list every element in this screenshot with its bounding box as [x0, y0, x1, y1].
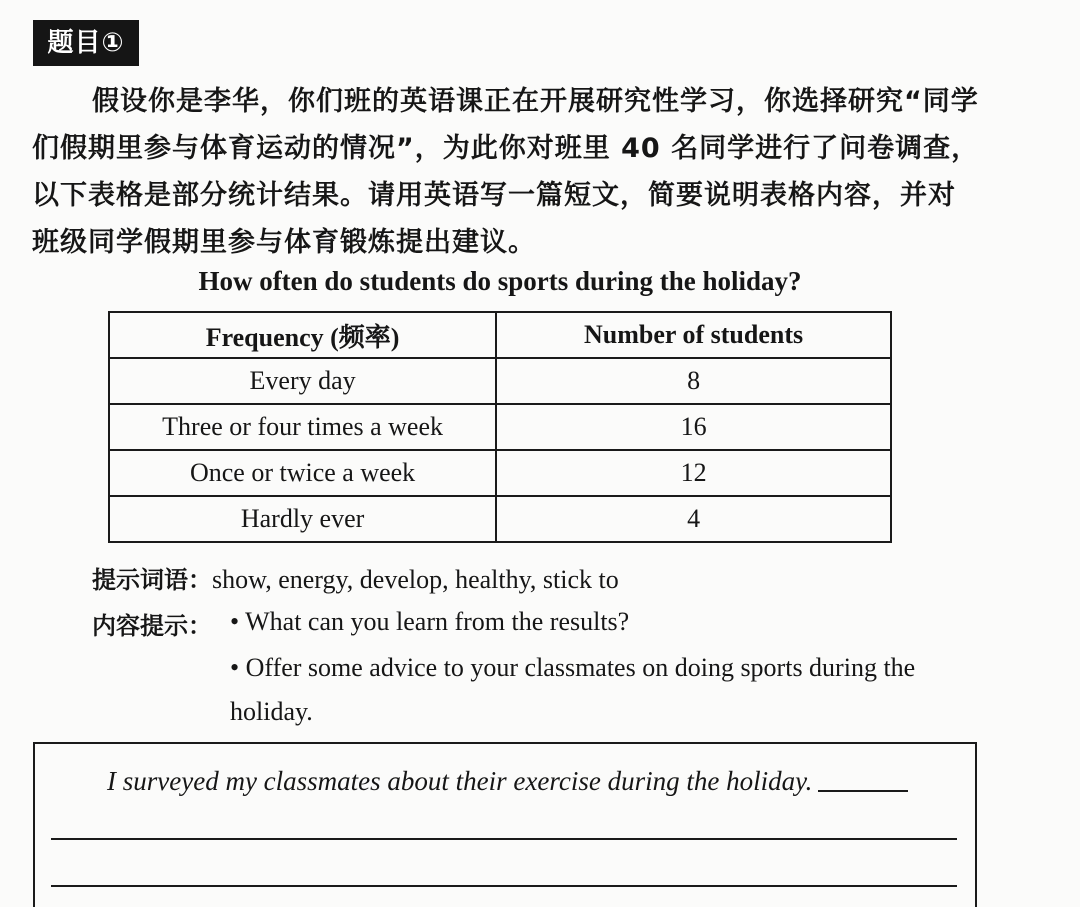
table-title: How often do students do sports during the holiday? — [198, 266, 802, 296]
content-hint-label: 内容提示： — [92, 612, 212, 640]
cell-count: 12 — [496, 450, 891, 496]
cell-frequency: Every day — [109, 358, 496, 404]
hint-words-label: 提示词语： — [92, 566, 212, 594]
hint-words: show, energy, develop, healthy, stick to — [212, 565, 619, 594]
table-header-row — [109, 312, 891, 358]
hint-words-row — [92, 560, 619, 595]
cell-count: 16 — [496, 404, 891, 450]
cell-count: 8 — [496, 358, 891, 404]
header-number-of-students: Number of students — [496, 312, 891, 358]
answer-line[interactable] — [51, 885, 957, 887]
table-row — [109, 496, 891, 542]
cell-frequency: Three or four times a week — [109, 404, 496, 450]
answer-line[interactable] — [51, 838, 957, 840]
content-point-1: • What can you learn from the results? — [230, 607, 630, 636]
table-row — [109, 358, 891, 404]
question-prompt: 假设你是李华，你们班的英语课正在开展研究性学习，你选择研究“同学们假期里参与体育运动的情况”，为此你对班里 40 名同学进行了问卷调查，以下表格是部分统计结果。请用英语写一篇短文，简要说明表格内容，并对班级同学假期里参与体育锻炼提出建议。 — [32, 86, 980, 258]
content-point-2: • Offer some advice to your classmates on doing sports during the holiday. — [230, 653, 916, 726]
table-row — [109, 450, 891, 496]
answer-blank-inline[interactable] — [818, 790, 908, 792]
writing-answer-box — [33, 742, 977, 907]
cell-count: 4 — [496, 496, 891, 542]
survey-table — [108, 311, 892, 543]
table-row — [109, 404, 891, 450]
cell-frequency: Once or twice a week — [109, 450, 496, 496]
question-number-badge: 题目① — [33, 20, 139, 66]
writing-starter-sentence — [107, 766, 908, 797]
cell-frequency: Hardly ever — [109, 496, 496, 542]
header-frequency: Frequency (频率) — [109, 312, 496, 358]
writing-starter-text: I surveyed my classmates about their exercise during the holiday. — [107, 766, 813, 796]
content-hint-label-row — [92, 606, 212, 641]
